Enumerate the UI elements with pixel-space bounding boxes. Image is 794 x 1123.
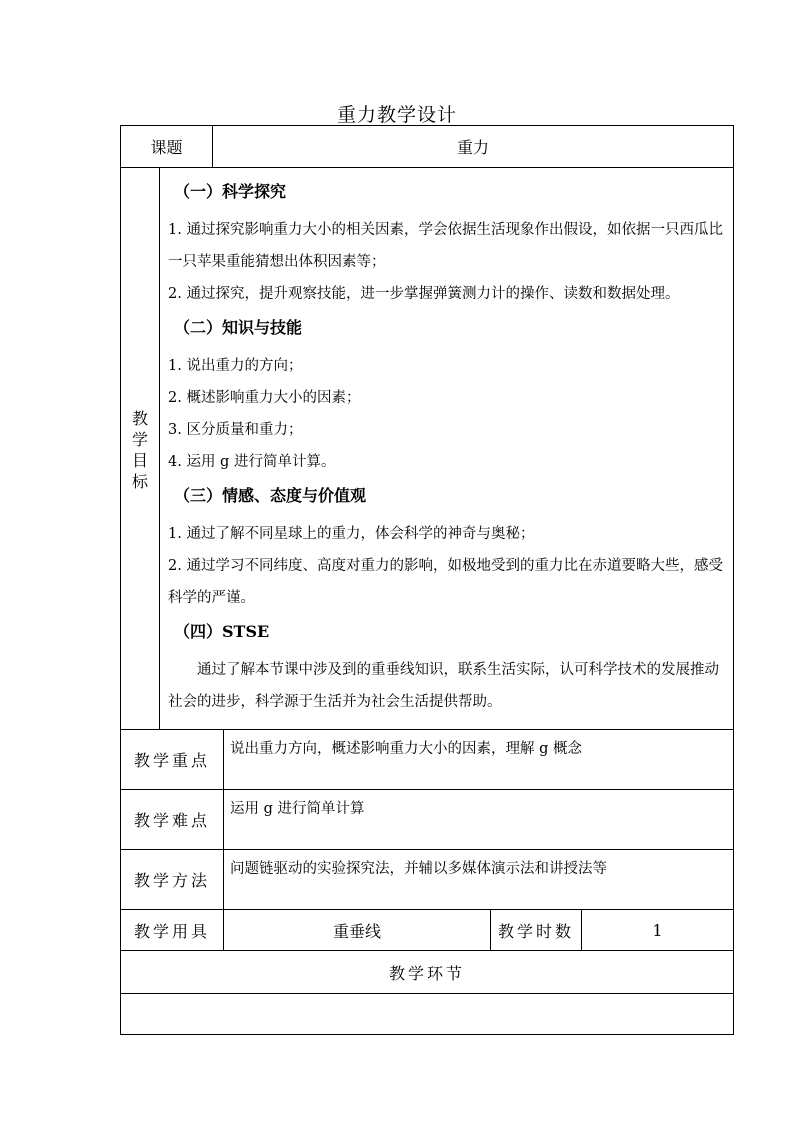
section-heading: （一）科学探究 — [174, 182, 287, 201]
goal-item: 1. 通过了解不同星球上的重力，体会科学的神奇与奥秘； — [168, 526, 535, 542]
topic-row — [121, 126, 734, 168]
goal-item: 1. 通过探究影响重力大小的相关因素，学会依据生活现象作出假设，如依据一只西瓜比一只苹果重能猜想出体积因素等； — [168, 222, 723, 270]
tools-row — [121, 910, 734, 951]
topic-label: 课题 — [121, 126, 213, 168]
goals-content — [159, 168, 733, 729]
goals-row — [121, 168, 734, 730]
hours-value: 1 — [582, 910, 734, 951]
difficulties-row — [121, 790, 734, 850]
goal-item: 2. 通过探究，提升观察技能，进一步掌握弹簧测力计的操作、读数和数据处理。 — [168, 286, 680, 302]
section-heading: （四）STSE — [174, 622, 270, 641]
goal-item: 4. 运用 g 进行简单计算。 — [168, 454, 336, 470]
empty-row — [121, 994, 734, 1035]
empty-cell — [121, 994, 734, 1035]
goals-label — [121, 168, 159, 492]
page-title: 重力教学设计 — [336, 104, 457, 126]
section-heading: （二）知识与技能 — [174, 318, 303, 337]
lesson-plan-table — [120, 125, 734, 1035]
tools-value: 重垂线 — [224, 910, 491, 951]
goal-item: 2. 概述影响重力大小的因素； — [168, 390, 361, 406]
methods-row — [121, 850, 734, 910]
goals-label-char: 学 — [132, 430, 149, 449]
methods-value: 问题链驱动的实验探究法，并辅以多媒体演示法和讲授法等 — [224, 850, 734, 910]
key-points-label: 教学重点 — [121, 730, 224, 790]
difficulties-value: 运用 g 进行简单计算 — [224, 790, 734, 850]
goal-paragraph: 通过了解本节课中涉及到的重垂线知识，联系生活实际，认可科学技术的发展推动社会的进步，科学源于生活并为社会生活提供帮助。 — [168, 662, 719, 710]
goal-item: 1. 说出重力的方向； — [168, 358, 303, 374]
section-heading: （三）情感、态度与价值观 — [174, 486, 367, 505]
goal-item: 2. 通过学习不同纬度、高度对重力的影响，如极地受到的重力比在赤道要略大些，感受科学的严谨。 — [168, 558, 723, 606]
goals-label-char: 教 — [132, 409, 149, 428]
goals-label-char: 目 — [132, 451, 149, 470]
section-title-row — [121, 951, 734, 994]
methods-label: 教学方法 — [121, 850, 224, 910]
goals-cell — [121, 168, 734, 730]
hours-label: 教学时数 — [491, 910, 582, 951]
goal-item: 3. 区分质量和重力； — [168, 422, 303, 438]
key-points-value: 说出重力方向，概述影响重力大小的因素，理解 g 概念 — [224, 730, 734, 790]
section-title: 教学环节 — [121, 951, 734, 994]
tools-label: 教学用具 — [121, 910, 224, 951]
key-points-row — [121, 730, 734, 790]
difficulties-label: 教学难点 — [121, 790, 224, 850]
goals-label-char: 标 — [132, 472, 149, 491]
topic-value: 重力 — [213, 126, 734, 168]
